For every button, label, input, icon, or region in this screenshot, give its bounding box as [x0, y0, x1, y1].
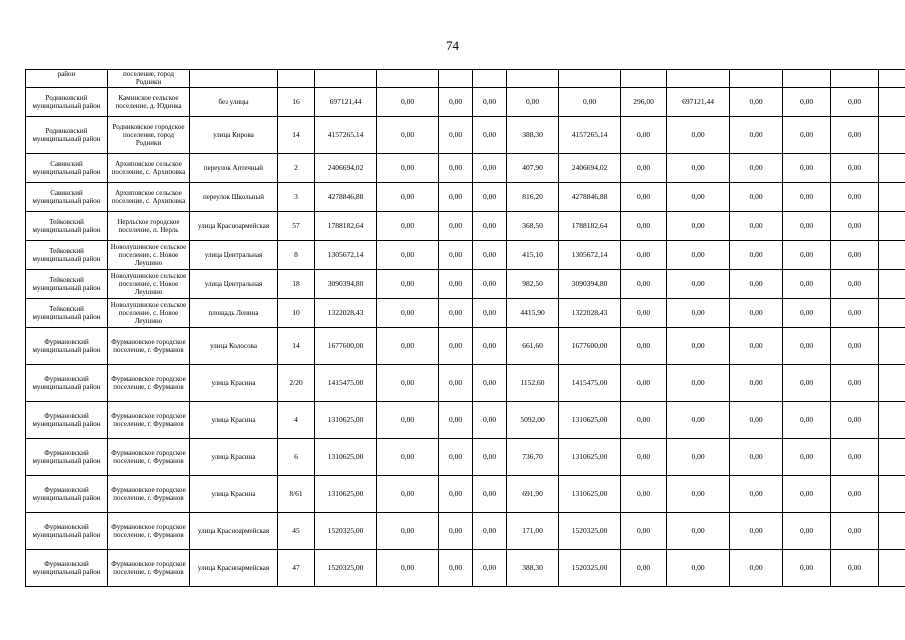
value-cell: 0,00 — [377, 117, 439, 154]
value-cell: 0,00 — [473, 550, 507, 587]
cost-cell: 2406694,02 — [315, 154, 377, 183]
area-cell — [507, 70, 559, 88]
value-cell: 0,00 — [667, 241, 730, 270]
area-cell: 691,90 — [507, 476, 559, 513]
value-cell — [879, 88, 905, 117]
house-number-cell: 8/61 — [278, 476, 315, 513]
district-cell: Фурмановский муниципальный район — [26, 513, 108, 550]
table-row — [26, 183, 905, 212]
value-cell: 0,00 — [831, 402, 879, 439]
value-cell: 0,00 — [783, 88, 831, 117]
value-cell: 296,00 — [621, 88, 667, 117]
house-number-cell: 2/20 — [278, 365, 315, 402]
value-cell: 0,00 — [621, 299, 667, 328]
value-cell: 0,00 — [730, 270, 783, 299]
amount-cell: 2406694,02 — [559, 154, 621, 183]
value-cell — [879, 270, 905, 299]
amount-cell: 3090394,80 — [559, 270, 621, 299]
district-cell: Тейковский муниципальный район — [26, 212, 108, 241]
street-cell: улица Красноармейская — [190, 212, 278, 241]
value-cell: 0,00 — [377, 439, 439, 476]
value-cell: 0,00 — [831, 88, 879, 117]
settlement-cell: Архиповское сельское поселение, с. Архиповка — [108, 154, 190, 183]
value-cell: 0,00 — [439, 241, 473, 270]
value-cell: 0,00 — [783, 328, 831, 365]
value-cell: 0,00 — [377, 154, 439, 183]
value-cell: 0,00 — [667, 328, 730, 365]
amount-cell: 1788182,64 — [559, 212, 621, 241]
value-cell: 0,00 — [667, 513, 730, 550]
value-cell: 0,00 — [621, 241, 667, 270]
value-cell: 0,00 — [730, 88, 783, 117]
value-cell: 0,00 — [783, 270, 831, 299]
value-cell: 0,00 — [667, 439, 730, 476]
value-cell: 0,00 — [473, 439, 507, 476]
area-cell: 0,00 — [507, 88, 559, 117]
value-cell: 0,00 — [667, 476, 730, 513]
street-cell — [190, 70, 278, 88]
settlement-cell: Фурмановское городское поселение, г. Фурманов — [108, 513, 190, 550]
settlement-cell: Фурмановское городское поселение, г. Фурманов — [108, 328, 190, 365]
cost-cell: 1520325,00 — [315, 513, 377, 550]
value-cell — [879, 117, 905, 154]
value-cell: 0,00 — [730, 183, 783, 212]
value-cell — [879, 183, 905, 212]
settlement-cell: Родниковское городское поселение, город Родники — [108, 117, 190, 154]
value-cell: 0,00 — [473, 365, 507, 402]
table-row — [26, 241, 905, 270]
value-cell: 0,00 — [473, 299, 507, 328]
value-cell: 0,00 — [730, 513, 783, 550]
table-row — [26, 299, 905, 328]
cost-cell: 3090394,80 — [315, 270, 377, 299]
value-cell — [730, 70, 783, 88]
value-cell: 0,00 — [831, 183, 879, 212]
district-cell: Фурмановский муниципальный район — [26, 365, 108, 402]
house-number-cell: 3 — [278, 183, 315, 212]
value-cell: 0,00 — [377, 550, 439, 587]
value-cell: 0,00 — [730, 299, 783, 328]
value-cell: 0,00 — [621, 365, 667, 402]
settlement-cell: Архиповское сельское поселение, с. Архиповка — [108, 183, 190, 212]
table-row — [26, 117, 905, 154]
value-cell: 0,00 — [831, 241, 879, 270]
value-cell: 0,00 — [473, 183, 507, 212]
value-cell: 0,00 — [783, 183, 831, 212]
value-cell: 0,00 — [621, 270, 667, 299]
area-cell: 661,60 — [507, 328, 559, 365]
value-cell: 0,00 — [783, 365, 831, 402]
value-cell: 0,00 — [667, 212, 730, 241]
value-cell — [879, 241, 905, 270]
value-cell: 0,00 — [621, 154, 667, 183]
area-cell: 171,00 — [507, 513, 559, 550]
value-cell: 0,00 — [730, 439, 783, 476]
value-cell — [473, 70, 507, 88]
district-cell: Фурмановский муниципальный район — [26, 550, 108, 587]
value-cell: 0,00 — [831, 299, 879, 328]
house-number-cell: 57 — [278, 212, 315, 241]
value-cell: 0,00 — [783, 117, 831, 154]
settlement-cell: Фурмановское городское поселение, г. Фурманов — [108, 365, 190, 402]
value-cell: 0,00 — [473, 270, 507, 299]
value-cell: 0,00 — [621, 212, 667, 241]
street-cell: без улицы — [190, 88, 278, 117]
street-cell: улица Кирова — [190, 117, 278, 154]
district-cell: Тейковский муниципальный район — [26, 270, 108, 299]
amount-cell: 0,00 — [559, 88, 621, 117]
value-cell: 0,00 — [667, 299, 730, 328]
value-cell: 0,00 — [667, 154, 730, 183]
area-cell: 388,30 — [507, 117, 559, 154]
house-number-cell: 2 — [278, 154, 315, 183]
house-number-cell: 14 — [278, 328, 315, 365]
cost-cell: 1788182,64 — [315, 212, 377, 241]
value-cell: 0,00 — [377, 476, 439, 513]
cost-cell: 1322028,43 — [315, 299, 377, 328]
house-number-cell: 4 — [278, 402, 315, 439]
value-cell: 0,00 — [831, 439, 879, 476]
table-row — [26, 550, 905, 587]
value-cell: 0,00 — [831, 270, 879, 299]
street-cell: улица Красина — [190, 439, 278, 476]
value-cell: 0,00 — [473, 241, 507, 270]
district-cell: Родниковский муниципальный район — [26, 88, 108, 117]
amount-cell: 1415475,00 — [559, 365, 621, 402]
value-cell — [879, 476, 905, 513]
district-cell: Фурмановский муниципальный район — [26, 476, 108, 513]
value-cell: 0,00 — [831, 212, 879, 241]
table-row — [26, 439, 905, 476]
value-cell: 0,00 — [783, 550, 831, 587]
cost-cell: 1677600,00 — [315, 328, 377, 365]
house-number-cell — [278, 70, 315, 88]
district-cell: Фурмановский муниципальный район — [26, 328, 108, 365]
value-cell — [879, 365, 905, 402]
settlement-cell: Каминское сельское поселение, д. Юдинка — [108, 88, 190, 117]
value-cell: 0,00 — [621, 183, 667, 212]
value-cell: 0,00 — [730, 241, 783, 270]
street-cell: улица Красноармейская — [190, 513, 278, 550]
value-cell — [831, 70, 879, 88]
value-cell: 0,00 — [621, 439, 667, 476]
value-cell — [783, 70, 831, 88]
house-number-cell: 10 — [278, 299, 315, 328]
value-cell: 0,00 — [730, 365, 783, 402]
settlement-cell: Новолушинское сельское поселение, с. Новое Леушино — [108, 241, 190, 270]
value-cell: 0,00 — [473, 402, 507, 439]
value-cell: 0,00 — [377, 270, 439, 299]
value-cell: 0,00 — [730, 402, 783, 439]
table-row — [26, 154, 905, 183]
settlement-cell: Фурмановское городское поселение, г. Фурманов — [108, 439, 190, 476]
area-cell: 982,50 — [507, 270, 559, 299]
value-cell: 0,00 — [783, 299, 831, 328]
value-cell: 0,00 — [439, 212, 473, 241]
amount-cell: 1322028,43 — [559, 299, 621, 328]
value-cell: 0,00 — [730, 476, 783, 513]
district-cell: Фурмановский муниципальный район — [26, 402, 108, 439]
settlement-cell: Фурмановское городское поселение, г. Фурманов — [108, 402, 190, 439]
street-cell: улица Красина — [190, 476, 278, 513]
street-cell: улица Красина — [190, 402, 278, 439]
amount-cell: 1310625,00 — [559, 402, 621, 439]
value-cell: 0,00 — [377, 241, 439, 270]
street-cell: улица Центральная — [190, 270, 278, 299]
value-cell — [879, 299, 905, 328]
area-cell: 816,20 — [507, 183, 559, 212]
house-number-cell: 8 — [278, 241, 315, 270]
value-cell: 0,00 — [439, 183, 473, 212]
value-cell: 0,00 — [377, 365, 439, 402]
housing-register-table — [25, 69, 905, 587]
area-cell: 415,10 — [507, 241, 559, 270]
value-cell: 0,00 — [783, 212, 831, 241]
value-cell: 0,00 — [439, 88, 473, 117]
value-cell: 0,00 — [831, 365, 879, 402]
area-cell: 5092,00 — [507, 402, 559, 439]
amount-cell: 1520325,00 — [559, 513, 621, 550]
value-cell: 0,00 — [439, 154, 473, 183]
table-row — [26, 88, 905, 117]
settlement-cell: Фурмановское городское поселение, г. Фурманов — [108, 550, 190, 587]
value-cell: 0,00 — [621, 402, 667, 439]
area-cell: 388,30 — [507, 550, 559, 587]
value-cell: 0,00 — [439, 299, 473, 328]
amount-cell: 1520325,00 — [559, 550, 621, 587]
value-cell: 0,00 — [473, 88, 507, 117]
value-cell — [879, 439, 905, 476]
value-cell: 0,00 — [439, 402, 473, 439]
table-row — [26, 70, 905, 88]
amount-cell: 1677600,00 — [559, 328, 621, 365]
value-cell: 0,00 — [831, 476, 879, 513]
value-cell: 0,00 — [377, 299, 439, 328]
settlement-cell: Нерльское городское поселение, п. Нерль — [108, 212, 190, 241]
amount-cell — [559, 70, 621, 88]
street-cell: улица Красноармейская — [190, 550, 278, 587]
house-number-cell: 6 — [278, 439, 315, 476]
value-cell — [879, 212, 905, 241]
amount-cell: 4157265,14 — [559, 117, 621, 154]
settlement-cell: Новолушинское сельское поселение, с. Новое Леушино — [108, 299, 190, 328]
value-cell: 0,00 — [667, 402, 730, 439]
district-cell: Тейковский муниципальный район — [26, 241, 108, 270]
district-cell: Родниковский муниципальный район — [26, 117, 108, 154]
district-cell: Савинский муниципальный район — [26, 183, 108, 212]
value-cell: 0,00 — [621, 328, 667, 365]
value-cell: 0,00 — [473, 117, 507, 154]
value-cell: 0,00 — [730, 550, 783, 587]
value-cell — [621, 70, 667, 88]
cost-cell: 1310625,00 — [315, 402, 377, 439]
settlement-cell: Новолушинское сельское поселение, с. Новое Леушино — [108, 270, 190, 299]
district-cell: Тейковский муниципальный район — [26, 299, 108, 328]
value-cell: 0,00 — [621, 117, 667, 154]
value-cell: 0,00 — [377, 88, 439, 117]
table-row — [26, 365, 905, 402]
area-cell: 1152,60 — [507, 365, 559, 402]
cost-cell: 697121,44 — [315, 88, 377, 117]
table-row — [26, 270, 905, 299]
value-cell: 0,00 — [439, 365, 473, 402]
area-cell: 368,50 — [507, 212, 559, 241]
table-row — [26, 328, 905, 365]
value-cell: 0,00 — [667, 550, 730, 587]
value-cell: 0,00 — [439, 328, 473, 365]
value-cell: 0,00 — [831, 117, 879, 154]
value-cell — [879, 550, 905, 587]
district-cell: район — [26, 70, 108, 88]
value-cell: 697121,44 — [667, 88, 730, 117]
house-number-cell: 47 — [278, 550, 315, 587]
amount-cell: 4278846,88 — [559, 183, 621, 212]
value-cell: 0,00 — [473, 328, 507, 365]
value-cell: 0,00 — [667, 117, 730, 154]
cost-cell: 1305672,14 — [315, 241, 377, 270]
table-row — [26, 476, 905, 513]
value-cell: 0,00 — [377, 328, 439, 365]
district-cell: Фурмановский муниципальный район — [26, 439, 108, 476]
value-cell: 0,00 — [621, 476, 667, 513]
value-cell: 0,00 — [783, 402, 831, 439]
value-cell — [377, 70, 439, 88]
street-cell: улица Центральная — [190, 241, 278, 270]
value-cell: 0,00 — [730, 328, 783, 365]
house-number-cell: 14 — [278, 117, 315, 154]
amount-cell: 1310625,00 — [559, 476, 621, 513]
value-cell: 0,00 — [473, 154, 507, 183]
house-number-cell: 18 — [278, 270, 315, 299]
value-cell — [439, 70, 473, 88]
value-cell: 0,00 — [730, 117, 783, 154]
value-cell — [879, 513, 905, 550]
settlement-cell: поселение, город Родники — [108, 70, 190, 88]
value-cell: 0,00 — [439, 513, 473, 550]
table-row — [26, 513, 905, 550]
value-cell: 0,00 — [667, 270, 730, 299]
area-cell: 407,90 — [507, 154, 559, 183]
value-cell: 0,00 — [377, 513, 439, 550]
value-cell: 0,00 — [831, 550, 879, 587]
settlement-cell: Фурмановское городское поселение, г. Фурманов — [108, 476, 190, 513]
value-cell — [879, 402, 905, 439]
value-cell: 0,00 — [831, 328, 879, 365]
area-cell: 4415,90 — [507, 299, 559, 328]
value-cell: 0,00 — [621, 550, 667, 587]
page-number: 74 — [446, 38, 459, 53]
cost-cell: 1520325,00 — [315, 550, 377, 587]
house-number-cell: 45 — [278, 513, 315, 550]
table-row — [26, 402, 905, 439]
value-cell — [879, 154, 905, 183]
street-cell: улица Колосова — [190, 328, 278, 365]
value-cell: 0,00 — [377, 402, 439, 439]
district-cell: Савинский муниципальный район — [26, 154, 108, 183]
house-number-cell: 16 — [278, 88, 315, 117]
cost-cell: 1310625,00 — [315, 476, 377, 513]
street-cell: переулок Школьный — [190, 183, 278, 212]
value-cell: 0,00 — [473, 513, 507, 550]
value-cell — [879, 328, 905, 365]
value-cell: 0,00 — [783, 241, 831, 270]
amount-cell: 1310625,00 — [559, 439, 621, 476]
value-cell: 0,00 — [783, 476, 831, 513]
cost-cell: 4278846,88 — [315, 183, 377, 212]
value-cell: 0,00 — [730, 154, 783, 183]
value-cell: 0,00 — [831, 154, 879, 183]
street-cell: улица Красина — [190, 365, 278, 402]
street-cell: переулок Аптечный — [190, 154, 278, 183]
value-cell — [667, 70, 730, 88]
value-cell: 0,00 — [473, 476, 507, 513]
amount-cell: 1305672,14 — [559, 241, 621, 270]
value-cell: 0,00 — [783, 513, 831, 550]
value-cell: 0,00 — [439, 476, 473, 513]
value-cell: 0,00 — [667, 183, 730, 212]
value-cell: 0,00 — [621, 513, 667, 550]
cost-cell: 1310625,00 — [315, 439, 377, 476]
value-cell: 0,00 — [377, 212, 439, 241]
area-cell: 736,70 — [507, 439, 559, 476]
cost-cell: 1415475,00 — [315, 365, 377, 402]
table-row — [26, 212, 905, 241]
value-cell — [879, 70, 905, 88]
value-cell: 0,00 — [439, 439, 473, 476]
street-cell: площадь Ленина — [190, 299, 278, 328]
value-cell: 0,00 — [831, 513, 879, 550]
value-cell: 0,00 — [377, 183, 439, 212]
cost-cell: 4157265,14 — [315, 117, 377, 154]
value-cell: 0,00 — [439, 550, 473, 587]
value-cell: 0,00 — [439, 270, 473, 299]
value-cell: 0,00 — [783, 154, 831, 183]
value-cell: 0,00 — [667, 365, 730, 402]
value-cell: 0,00 — [439, 117, 473, 154]
cost-cell — [315, 70, 377, 88]
value-cell: 0,00 — [473, 212, 507, 241]
value-cell: 0,00 — [730, 212, 783, 241]
value-cell: 0,00 — [783, 439, 831, 476]
